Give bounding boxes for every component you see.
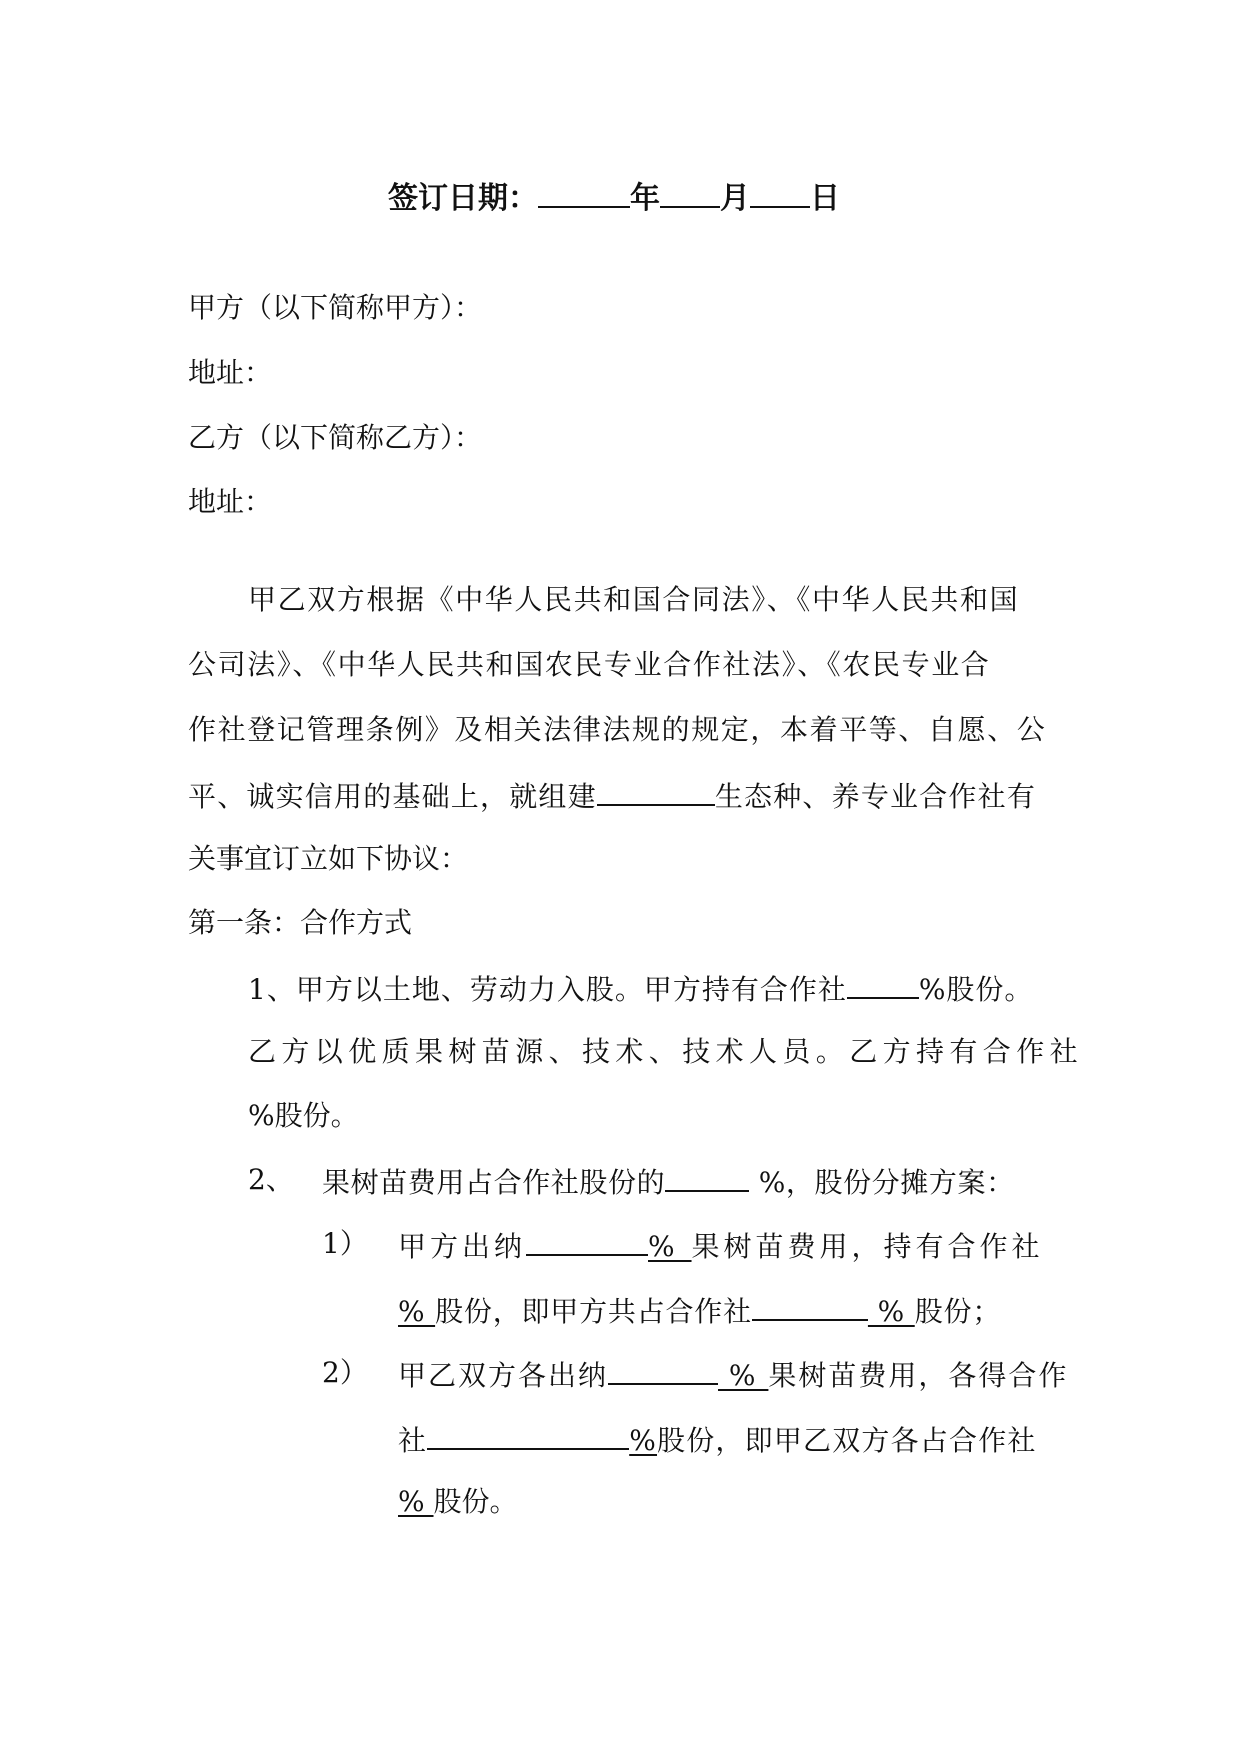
preamble-line-4 — [188, 776, 1036, 815]
party-b-address: 地址： — [188, 485, 273, 518]
sub-item-2-line-2-start: 社 — [398, 1424, 428, 1457]
item-2-text: 果树苗费用占合作社股份的 — [322, 1166, 666, 1199]
sub-item-2-text-end: 果树苗费用，各得合作 — [768, 1359, 1069, 1392]
sub-item-1-total-percent: % — [867, 1295, 915, 1328]
sub-item-2-text: 甲乙双方各出纳 — [398, 1359, 609, 1392]
month-blank — [660, 178, 720, 208]
cooperative-name-blank — [597, 776, 715, 806]
preamble-line-5: 关事宜订立如下协议： — [188, 842, 469, 875]
signing-date-label: 签订日期： — [388, 181, 538, 216]
sub-item-1-total-blank — [752, 1291, 868, 1321]
article-1-heading: 第一条：合作方式 — [188, 906, 413, 939]
party-a-line: 甲方（以下简称甲方）： — [188, 291, 483, 324]
sub-item-1-amount-blank — [526, 1226, 648, 1256]
signing-date-title — [388, 178, 840, 217]
item-2-text-end: %，股份分摊方案： — [749, 1166, 1015, 1199]
item-1-line-3: %股份。 — [248, 1099, 359, 1132]
sub-item-2-line-3-end: 股份。 — [433, 1485, 518, 1518]
sub-item-1-share-percent: % — [398, 1295, 436, 1328]
item-1-share-blank — [847, 969, 919, 999]
item-1-line-1 — [248, 969, 1033, 1008]
sub-item-2-share-blank — [427, 1420, 629, 1450]
preamble-line-4-start: 平、诚实信用的基础上，就组建 — [188, 780, 597, 813]
sub-item-1-number: 1） — [322, 1227, 368, 1260]
preamble-line-3: 作社登记管理条例》及相关法律法规的规定，本着平等、自愿、公 — [188, 713, 1047, 746]
year-label: 年 — [630, 181, 660, 216]
preamble-line-1: 甲乙双方根据《中华人民共和国合同法》、《中华人民共和国 — [248, 583, 1020, 616]
party-b-line: 乙方（以下简称乙方）： — [188, 421, 483, 454]
day-blank — [750, 178, 810, 208]
sub-item-2-line-3 — [398, 1484, 518, 1520]
item-1-line-2: 乙方以优质果树苗源、技术、技术人员。乙方持有合作社 — [248, 1035, 1084, 1068]
day-label: 日 — [810, 181, 840, 216]
item-2-share-blank — [665, 1162, 749, 1192]
sub-item-2-share-percent: % — [629, 1424, 658, 1457]
sub-item-2-amount-blank — [608, 1355, 718, 1385]
preamble-line-2: 公司法》、《中华人民共和国农民专业合作社法》、《农民专业合 — [188, 648, 991, 681]
sub-item-1-line-2-text: 股份，即甲方共占合作社 — [435, 1295, 752, 1328]
sub-item-2-percent: % — [718, 1359, 769, 1392]
item-2-line — [322, 1162, 1015, 1201]
sub-item-1-percent: % — [648, 1230, 692, 1263]
party-a-address: 地址： — [188, 356, 273, 389]
sub-item-1-line-1 — [398, 1226, 1044, 1265]
sub-item-1-line-2-end: 股份； — [914, 1295, 1002, 1328]
sub-item-2-number: 2） — [322, 1356, 368, 1389]
year-blank — [538, 178, 630, 208]
item-1-text: 1、甲方以土地、劳动力入股。甲方持有合作社 — [248, 973, 847, 1006]
sub-item-2-line-1 — [398, 1355, 1068, 1394]
sub-item-2-each-percent: % — [398, 1485, 434, 1518]
sub-item-1-line-2 — [398, 1291, 1001, 1330]
item-1-share-suffix: %股份。 — [918, 973, 1034, 1006]
month-label: 月 — [720, 181, 750, 216]
sub-item-2-line-2 — [398, 1420, 1037, 1459]
sub-item-1-text-end: 果树苗费用，持有合作社 — [691, 1230, 1044, 1263]
sub-item-2-line-2-text: 股份，即甲乙双方各占合作社 — [657, 1424, 1037, 1457]
sub-item-1-text: 甲方出纳 — [398, 1230, 527, 1263]
item-2-number: 2、 — [248, 1163, 294, 1196]
preamble-line-4-end: 生态种、养专业合作社有 — [714, 780, 1037, 813]
